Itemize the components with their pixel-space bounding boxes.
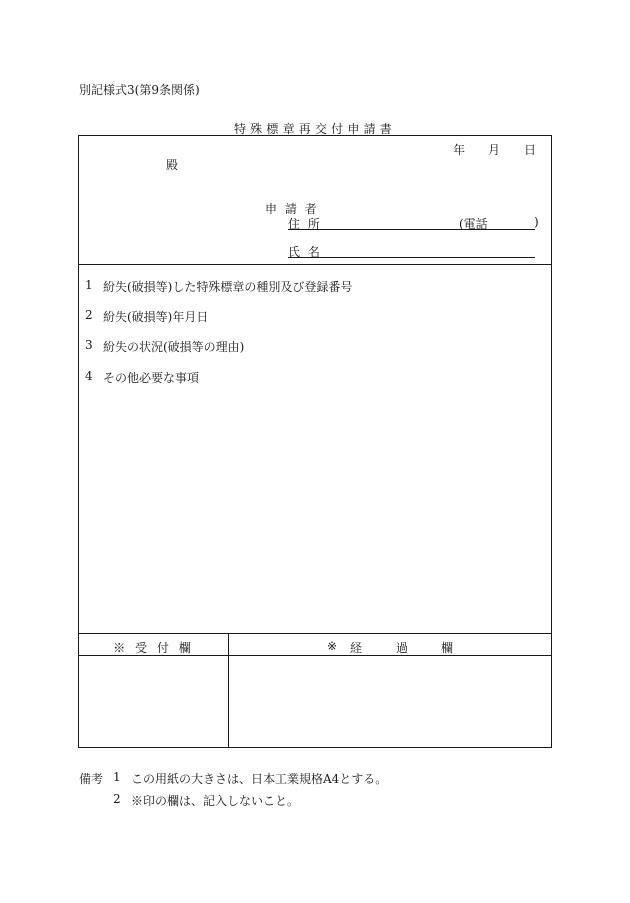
notes-item-text: この用紙の大きさは、日本工業規格A4とする。 bbox=[131, 772, 388, 786]
list-item-number: 3 bbox=[85, 338, 93, 352]
header-divider bbox=[79, 264, 552, 265]
progress-column-field[interactable] bbox=[229, 655, 551, 747]
phone-label: (電話 bbox=[459, 217, 488, 231]
progress-column-char-2: 過 bbox=[396, 641, 409, 655]
applicant-label: 申 請 者 bbox=[265, 202, 319, 216]
list-item-number: 1 bbox=[85, 278, 93, 292]
list-item-text: 紛失の状況(破損等の理由) bbox=[103, 340, 245, 354]
name-underline bbox=[288, 257, 535, 258]
office-use-divider bbox=[79, 633, 552, 634]
list-item-number: 4 bbox=[85, 369, 93, 383]
list-item-text: その他必要な事項 bbox=[103, 371, 200, 385]
address-underline bbox=[288, 229, 535, 230]
form-reference: 別記様式3(第9条関係) bbox=[79, 83, 200, 97]
notes-item-number: 2 bbox=[113, 792, 121, 806]
form-title: 特殊標章再交付申請書 bbox=[233, 122, 396, 136]
progress-column-char-1: 経 bbox=[350, 641, 363, 655]
reception-column-field[interactable] bbox=[79, 655, 228, 747]
date-year-label: 年 bbox=[453, 143, 466, 157]
progress-column-mark: ※ bbox=[327, 639, 338, 653]
date-month-label: 月 bbox=[488, 143, 501, 157]
date-day-label: 日 bbox=[524, 143, 537, 157]
list-item-text: 紛失(破損等)した特殊標章の種別及び登録番号 bbox=[103, 280, 353, 294]
notes-item-number: 1 bbox=[113, 770, 121, 784]
addressee-honorific: 殿 bbox=[166, 158, 179, 172]
list-item-number: 2 bbox=[85, 308, 93, 322]
list-item-text: 紛失(破損等)年月日 bbox=[103, 310, 209, 324]
name-label: 氏 名 bbox=[288, 245, 322, 259]
progress-column-char-3: 欄 bbox=[441, 641, 454, 655]
phone-close-paren: ) bbox=[534, 215, 539, 229]
reception-column-header: ※ 受 付 欄 bbox=[113, 641, 194, 655]
notes-label: 備考 bbox=[79, 772, 104, 786]
address-label: 住 所 bbox=[288, 217, 322, 231]
application-form-frame bbox=[78, 135, 552, 748]
notes-item-text: ※印の欄は、記入しないこと。 bbox=[131, 794, 300, 808]
